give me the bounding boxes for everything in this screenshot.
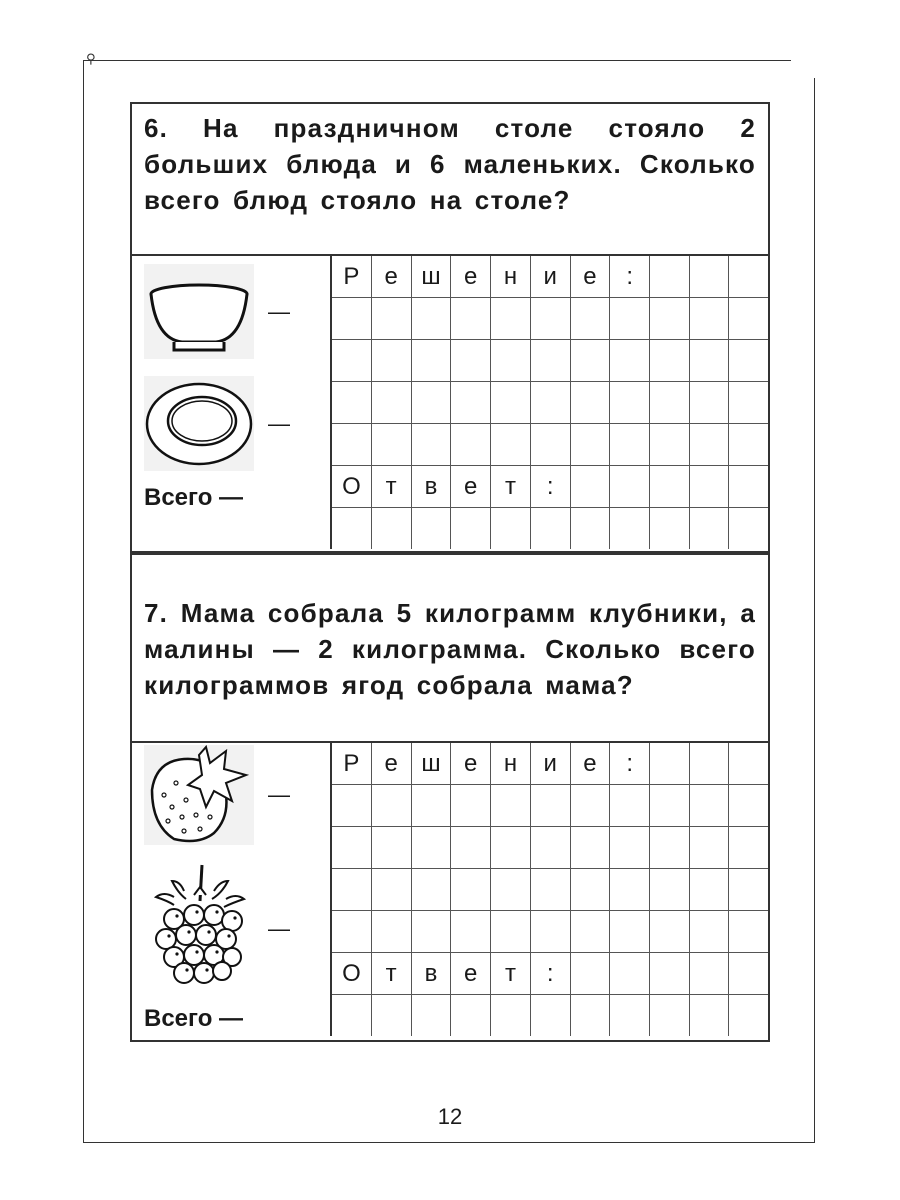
strawberry-icon [144, 747, 254, 842]
task-7-body [132, 741, 768, 1040]
answer-letter: е [451, 953, 491, 995]
solution-letter: н [491, 256, 531, 298]
solution-letter: н [491, 743, 531, 785]
answer-letter: О [332, 466, 371, 508]
answer-letter: : [530, 466, 570, 508]
solution-letter: е [371, 743, 411, 785]
solution-letter: е [371, 256, 411, 298]
answer-letter: в [411, 953, 451, 995]
answer-letter: т [371, 466, 411, 508]
task-6-picture-row [144, 376, 290, 471]
solution-letter: е [451, 743, 491, 785]
solution-letter: и [530, 743, 570, 785]
task-6-solution-grid [330, 256, 768, 549]
task-6 [130, 102, 770, 555]
solution-letter: е [570, 256, 610, 298]
solution-letter: е [570, 743, 610, 785]
grid-cell [689, 256, 729, 298]
solution-letter: Р [332, 743, 371, 785]
answer-letter: е [451, 466, 491, 508]
dash: — [268, 410, 290, 436]
total-label: Всего — [144, 1005, 244, 1032]
solution-letter: : [610, 743, 650, 785]
solution-letter: ш [411, 256, 451, 298]
page-number: 12 [437, 1104, 463, 1129]
task-6-picture-row [144, 264, 290, 359]
task-7-text: 7. Мама собрала 5 килограмм клубники, а малины — 2 килограмма. Сколько всего килограммов ягод собрала мама? [144, 598, 756, 700]
solution-letter: Р [332, 256, 371, 298]
corner-fold [791, 60, 815, 78]
answer-letter: О [332, 953, 371, 995]
task-7-solution-grid [330, 743, 768, 1036]
grid-cell [650, 743, 690, 785]
answer-letter: : [530, 953, 570, 995]
bowl-icon [144, 264, 254, 359]
dash: — [268, 781, 290, 807]
answer-letter: т [491, 953, 531, 995]
answer-letter: т [371, 953, 411, 995]
grid-cell [650, 256, 690, 298]
grid-cell [689, 743, 729, 785]
corner-mark: ⚲ [86, 52, 96, 67]
solution-letter: : [610, 256, 650, 298]
answer-letter: т [491, 466, 531, 508]
task-6-text: 6. На праздничном столе стояло 2 больших блюда и 6 маленьких. Сколько всего блюд стояло на столе? [144, 113, 756, 215]
dash: — [268, 298, 290, 324]
solution-letter: е [451, 256, 491, 298]
answer-letter: в [411, 466, 451, 508]
dash: — [268, 915, 290, 941]
raspberry-icon [144, 861, 254, 996]
task-6-pictures [132, 256, 330, 553]
task-7-picture-row [144, 747, 290, 842]
grid-cell [729, 743, 768, 785]
solution-letter: ш [411, 743, 451, 785]
solution-letter: и [530, 256, 570, 298]
task-7-picture-row [144, 861, 290, 996]
plate-icon [144, 376, 254, 471]
total-label: Всего — [144, 484, 244, 511]
grid-cell [729, 256, 768, 298]
task-7 [130, 551, 770, 1042]
task-6-body [132, 254, 768, 553]
task-7-pictures [132, 743, 330, 1040]
